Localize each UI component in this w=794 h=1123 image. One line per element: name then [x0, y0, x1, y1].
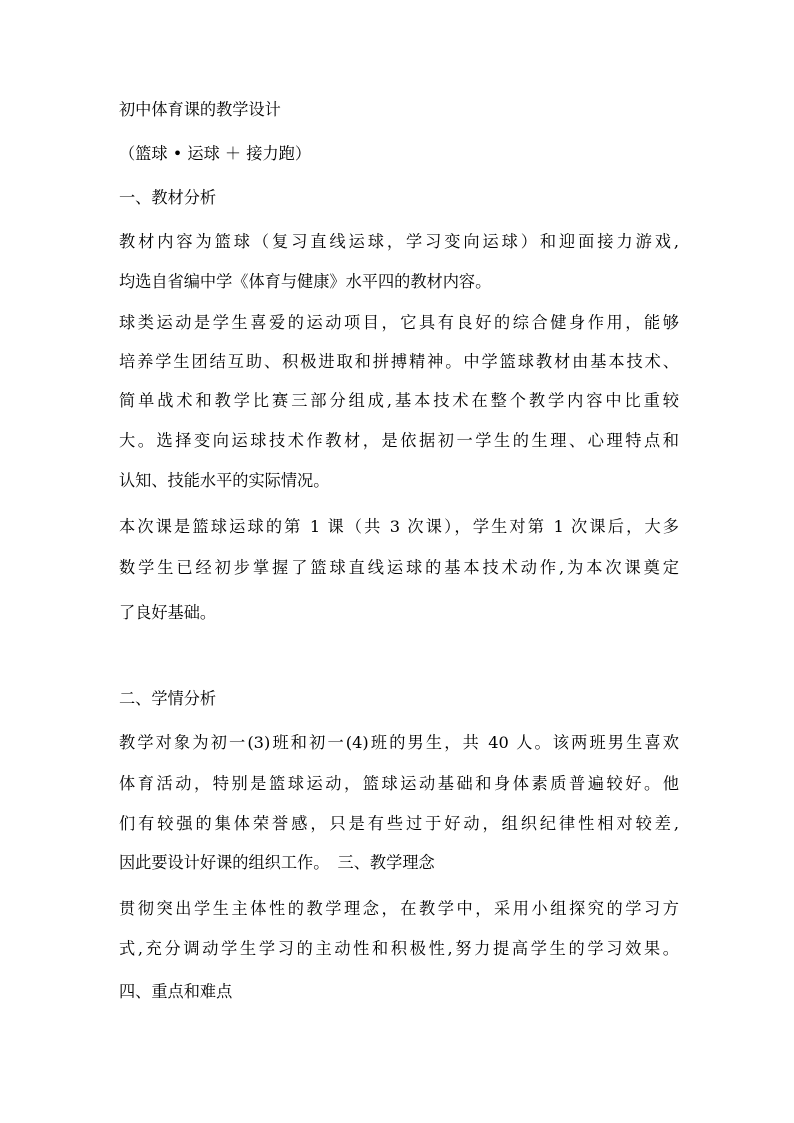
- paragraph-line: 了良好基础。: [119, 603, 217, 622]
- paragraph-line: 大。选择变向运球技术作教材，是依据初一学生的生理、心理特点和: [119, 431, 679, 450]
- document-subtitle: （篮球 • 运球 ＋ 接力跑）: [119, 144, 312, 163]
- paragraph-line: 们有较强的集体荣誉感，只是有些过于好动，组织纪律性相对较差,: [119, 814, 679, 833]
- document-title: 初中体育课的教学设计: [119, 100, 281, 119]
- section-heading-students: 二、学情分析: [119, 689, 217, 708]
- paragraph-line: 数学生已经初步掌握了篮球直线运球的基本技术动作,为本次课奠定: [119, 558, 679, 577]
- paragraph-line: 本次课是篮球运球的第 1 课（共 3 次课），学生对第 1 次课后，大多: [119, 517, 679, 536]
- paragraph-line: 贯彻突出学生主体性的教学理念，在教学中，采用小组探究的学习方: [119, 899, 679, 918]
- paragraph-line: 均选自省编中学《体育与健康》水平四的教材内容。: [119, 272, 492, 291]
- paragraph-line: 体育活动，特别是篮球运动，篮球运动基础和身体素质普遍较好。他: [119, 774, 679, 793]
- paragraph-line: 培养学生团结互助、积极进取和拼搏精神。中学篮球教材由基本技术、: [119, 352, 679, 371]
- paragraph-line: 简单战术和教学比赛三部分组成,基本技术在整个教学内容中比重较: [119, 391, 679, 410]
- paragraph-line: 教学对象为初一(3)班和初一(4)班的男生，共 40 人。该两班男生喜欢: [119, 733, 679, 752]
- paragraph-line: 球类运动是学生喜爱的运动项目，它具有良好的综合健身作用，能够: [119, 313, 679, 332]
- paragraph-line: 式,充分调动学生学习的主动性和积极性,努力提高学生的学习效果。: [119, 939, 679, 958]
- paragraph-line-with-heading: 因此要设计好课的组织工作。 三、教学理念: [119, 853, 435, 872]
- paragraph-line: 认知、技能水平的实际情况。: [119, 471, 330, 490]
- section-heading-material: 一、教材分析: [119, 188, 217, 207]
- paragraph-line: 教材内容为篮球（复习直线运球，学习变向运球）和迎面接力游戏,: [119, 232, 679, 251]
- section-heading-key-points: 四、重点和难点: [119, 982, 233, 1001]
